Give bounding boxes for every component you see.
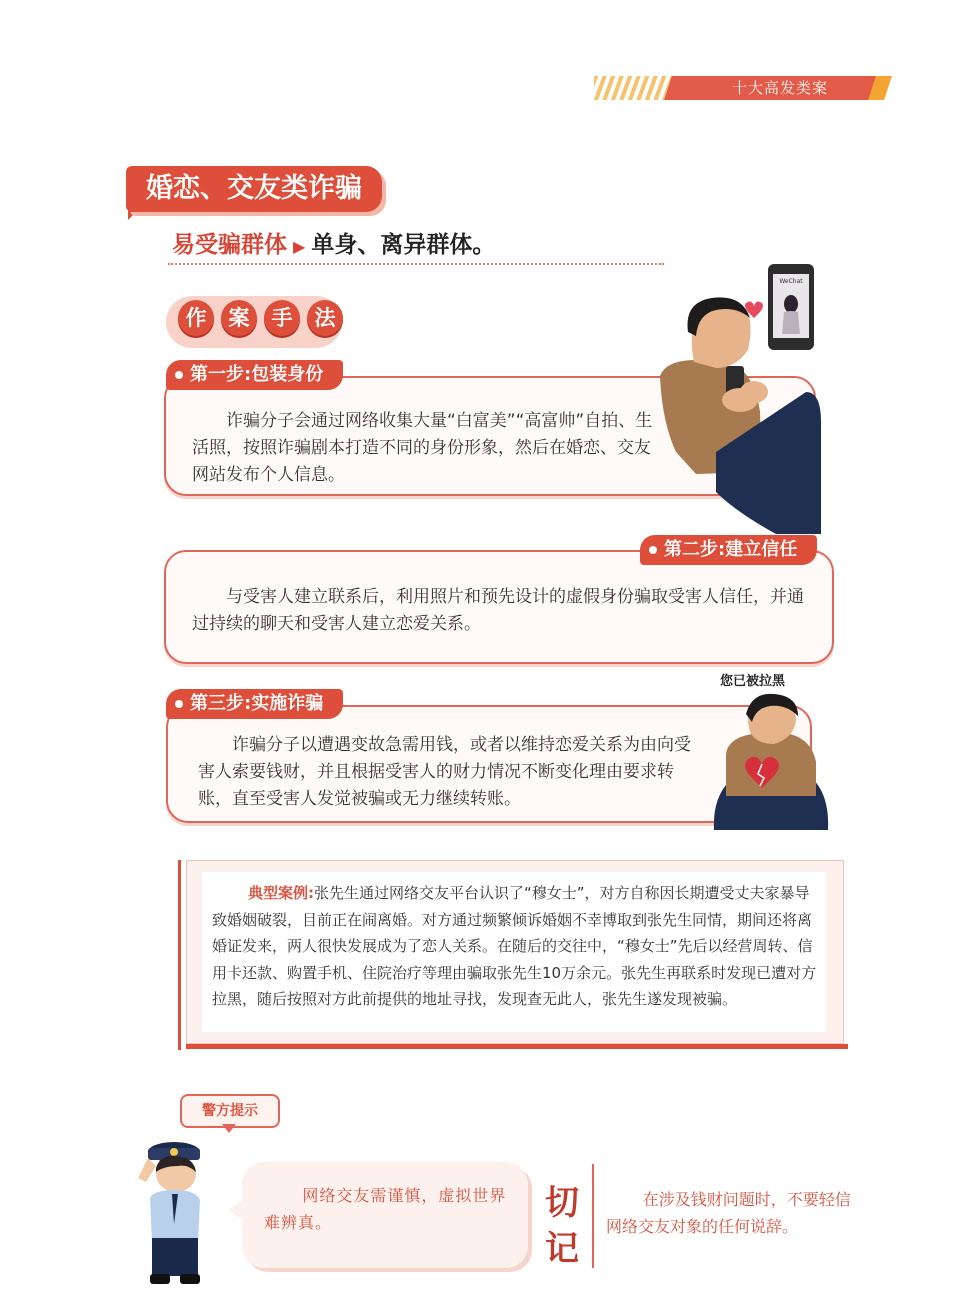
step1-label xyxy=(166,360,343,390)
victims-value: 单身、离异群体。 xyxy=(311,232,496,258)
remember-divider xyxy=(592,1164,594,1268)
victims-label: 易受骗群体 xyxy=(172,232,287,258)
police-tip-badge: 警方提示 xyxy=(180,1094,280,1128)
bullet-dot-icon xyxy=(649,546,657,554)
triangle-arrow-icon: ▶ xyxy=(293,237,306,256)
step3-text: 诈骗分子以遭遇变故急需用钱，或者以维持恋爱关系为由向受害人索要钱财，并且根据受害人的财力情况不断变化理由要求转账，直至受害人发觉被骗或无力继续转账。 xyxy=(198,735,691,809)
case-label: 典型案例: xyxy=(248,884,314,902)
tip-text: 网络交友需谨慎，虚拟世界难辨真。 xyxy=(264,1186,507,1232)
method-char: 法 xyxy=(307,300,343,336)
heartbroken-man-illustration xyxy=(712,692,830,832)
man-with-phone-illustration xyxy=(656,262,821,534)
case-text: 张先生通过网络交友平台认识了“穆女士”，对方自称因长期遭受丈夫家暴导致婚姻破裂，目前正在闹离婚。对方通过频繁倾诉婚姻不幸博取到张先生同情，期间还将离婚证发来，两人很快发展成为了恋人关系。在随后的交往中，“穆女士”先后以经营周转、信用卡还款、购置手机、住院治疗等理由骗取张先生10万余元。张先生再联系时发现已遭对方拉黑，随后按照对方此前提供的地址寻找，发现查无此人，张先生遂发现被骗。 xyxy=(212,884,817,1008)
step1-label-text: 第一步:包装身份 xyxy=(190,364,324,385)
remember-label: 切记 xyxy=(545,1183,579,1269)
case-accent-left xyxy=(178,860,181,1050)
step3-label-text: 第三步:实施诈骗 xyxy=(190,693,324,714)
police-officer-illustration xyxy=(134,1138,216,1288)
victims-line xyxy=(172,226,495,259)
remember-text: 在涉及钱财问题时，不要轻信网络交友对象的任何说辞。 xyxy=(606,1190,851,1236)
method-char: 作 xyxy=(178,300,214,336)
step1-text: 诈骗分子会通过网络收集大量“白富美”“高富帅”自拍、生活照，按照诈骗剧本打造不同的身份形象，然后在婚恋、交友网站发布个人信息。 xyxy=(192,411,653,485)
header-ribbon-stripes xyxy=(594,76,676,100)
page-title: 婚恋、交友类诈骗 xyxy=(126,166,382,212)
method-char: 手 xyxy=(264,300,300,336)
section-title: 十大高发类案 xyxy=(731,79,828,97)
case-accent-bottom xyxy=(186,1044,848,1049)
bullet-dot-icon xyxy=(175,371,183,379)
bullet-dot-icon xyxy=(175,700,183,708)
method-char: 案 xyxy=(221,300,257,336)
step2-text: 与受害人建立联系后，利用照片和预先设计的虚假身份骗取受害人信任，并通过持续的聊天和受害人建立恋爱关系。 xyxy=(192,587,804,634)
phone-label: WeChat xyxy=(779,278,803,285)
method-heading xyxy=(178,300,343,336)
dotted-divider xyxy=(168,263,664,265)
case-text-block xyxy=(212,880,820,1013)
blocked-label: 您已被拉黑 xyxy=(720,674,786,689)
step3-label xyxy=(166,689,343,719)
step2-label-text: 第二步:建立信任 xyxy=(664,539,798,560)
police-tip-badge-tail xyxy=(222,1124,236,1133)
step2-label xyxy=(640,535,817,565)
